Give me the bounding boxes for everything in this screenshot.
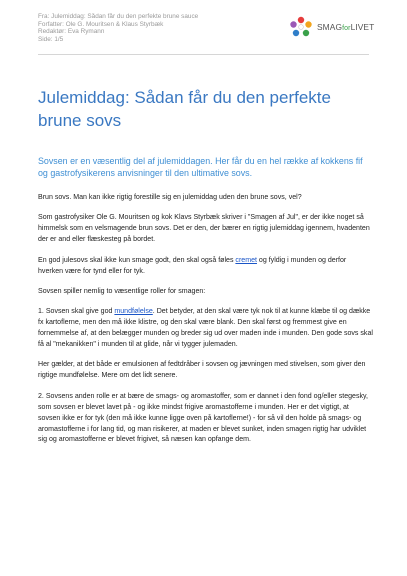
article-lead: Sovsen er en væsentlig del af julemiddagen. Her får du en hel række af kokkens fif og gastrofysikerens anvisninger til den ultimative sovs. [38, 156, 363, 179]
paragraph-3 [38, 256, 373, 278]
paragraph-5-text-a: 1. Sovsen skal give god [38, 308, 115, 316]
paragraph-3-text-b: og fyldig i munden og derfor hverken være for tynd eller for tyk. [38, 256, 347, 275]
paragraph-2: Som gastrofysiker Ole G. Mouritsen og kok Klavs Styrbæk skriver i "Smagen af Jul", er der ikke noget så himmelsk som en velsmagende brun sovs. Det er den, der bærer en rigtig julemiddag igennem, hvadenten der er and eller flæskesteg på bordet. [38, 214, 370, 244]
paragraph-6: Her gælder, at det både er emulsionen af fedtdråber i sovsen og jævningen med stivelsen, som giver den rigtige mundfølelse. Mere om det lidt senere. [38, 361, 366, 380]
article-body [38, 193, 373, 456]
paragraph-5 [38, 307, 373, 351]
meta-source: Fra: Julemiddag: Sådan får du den perfekte brune sauce [38, 13, 199, 20]
logo-word-for: for [342, 25, 351, 32]
paragraph-5-text-b: . Det betyder, at den skal være tyk nok til at kunne klæbe til og dække fx kartoflerne, men den må ikke klistre, og den skal være blank. Den skal først og fremmest give en fornemmelse af, at den belægger munden og breder sig ud over maden inde i munden. Den gode sovs skal få al "mekanikken" i munden til at glide, når vi tygger julemaden. [38, 308, 373, 349]
paragraph-1: Brun sovs. Man kan ikke rigtig forestille sig en julemiddag uden den brune sovs, vel? [38, 194, 302, 201]
link-mundfoelelse[interactable]: mundfølelse [114, 308, 153, 316]
link-cremet[interactable]: cremet [235, 256, 257, 264]
logo-wordmark [317, 22, 374, 32]
paragraph-3-text-a: En god julesovs skal ikke kun smage godt, den skal også føles [38, 256, 236, 264]
meta-editor: Redaktør: Eva Rymann [38, 28, 105, 36]
logo-word-livet: LIVET [350, 22, 375, 32]
meta-page: Side: 1/5 [38, 35, 64, 43]
logo-word-smag: SMAG [317, 22, 343, 32]
article-title: Julemiddag: Sådan får du den perfekte brune sovs [38, 88, 331, 130]
document-meta [38, 13, 288, 43]
paragraph-4: Sovsen spiller nemlig to væsentlige roller for smagen: [38, 287, 206, 295]
paragraph-7: 2. Sovsens anden rolle er at bære de smags- og aromastoffer, som er dannet i den fond og/eller stegesky, som sovsen er blevet lavet på - og ikke mindst frigive aromastofferne i munden. Her er det vigtigt, at sovsen ikke er for tyk (den må ikke kunne ligge oven på kartoflerne!) - for så vil den holde på smags- og aromastofferne i for lang tid, og man risikerer, at maden er blevet sunket, inden smagen rigtig har udviklet sig og aromastofferne er blevet frigivet, så næsen kan opfange dem. [38, 392, 368, 444]
meta-author: Forfatter: Ole G. Mouritsen & Klaus Styrbæk [38, 20, 164, 28]
brand-logo [288, 14, 380, 40]
logo-mark-icon [288, 15, 314, 39]
header-divider [38, 54, 369, 55]
